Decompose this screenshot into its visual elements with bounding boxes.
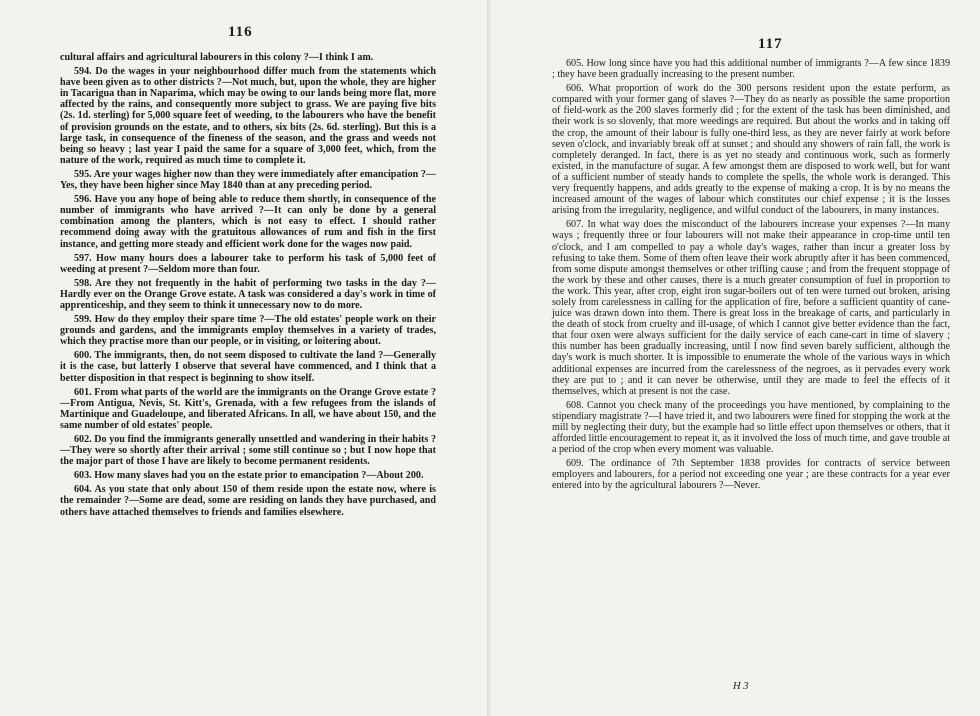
paragraph: 607. In what way does the misconduct of the labourers increase your expenses ?—In many ways ; frequently three or four labourers will not make their appearance in crop-time until ten o'clock, and I am compelled to pay a whole day's wages, rather than incur a greater loss by refusing to take them. Some of them often leave their work abruptly after it has been commenced, from some dispute amongst themselves or other trifling cause ; and from the frequent stoppage of the work by these and other causes, there is a much greater consumption of fuel in proportion to the work. This year, after crop, eight iron sugar-boilers out of ten were turned out broken, arising solely from carelessness in calling for the application of fire, before a sufficient quantity of cane-juice was drawn down into them. There is great loss in the breakage of carts, and particularly in the death of stock from cruelty and ill-usage, of which I cannot give better evidence than the fact, that four oxen were always sufficient for the daily service of each cane-cart in time of slavery ; this number has been gradually increasing, until I now find seven barely sufficient, although the day's work is much shorter. It is impossible to enumerate the whole of the various ways in which additional expenses are incurred from the carelessness of the negroes, as it pervades every work they are put to ; and it can never be otherwise, until they are made to feel the effects of it themselves, which at present is not the case. [552,219,950,397]
left-text-column [60,52,436,521]
page-number: 116 [228,24,253,40]
paragraph: 602. Do you find the immigrants generally unsettled and wandering in their habits ?—They were so shortly after their arrival ; some still continue so ; but I now hope that the major part of those I have are likely to become permanent residents. [60,434,436,468]
page-number: 117 [758,36,783,52]
paragraph: 601. From what parts of the world are the immigrants on the Orange Grove estate ?—From Antigua, Nevis, St. Kitt's, Grenada, with a few refugees from the islands of Martinique and Guadeloupe, and liberated Africans. In all, we have about 150, and the same number of old estates' people. [60,386,436,431]
paragraph: 606. What proportion of work do the 300 persons resident upon the estate perform, as compared with your former gang of slaves ?—They do as nearly as possible the same proportion of field-work as the 200 slaves formerly did ; for the extent of the task has been diminished, and their work is so slovenly, that more weedings are required. But about the works and in taking off the crop, the amount of their labour is fully one-third less, as they are never fairly at work before seven o'clock, and invariably break off at sunset ; and should any showers of rain fall, the work is completely deranged. In fact, there is as yet no steady and continuous work, such as formerly existed, in the manufacture of sugar. A few amongst them are disposed to work well, but for want of a sufficient number of steady hands to complete the spells, the whole work is deranged. This very frequently happens, and adds greatly to the expense of making a crop. It is by no means the increased amount of the wages of labour which constitutes our chief expense ; it is the losses arising from the irregularity, negligence, and wilful conduct of the labourers, in many instances. [552,83,950,217]
paragraph: 600. The immigrants, then, do not seem disposed to cultivate the land ?—Generally it is the case, but latterly I observe that several have commenced, and I think that a better disposition in that respect is beginning to show itself. [60,350,436,384]
paragraph: 599. How do they employ their spare time ?—The old estates' people work on their grounds and gardens, and the immigrants employ themselves in a variety of trades, which they practise more than our people, or in visiting, or loitering about. [60,314,436,348]
paragraph: 609. The ordinance of 7th September 1838 provides for contracts of service between employers and labourers, for a period not exceeding one year ; are these contracts for a year ever entered into by the agricultural labourers ?—Never. [552,458,950,492]
paragraph: cultural affairs and agricultural labourers in this colony ?—I think I am. [60,52,374,63]
paragraph: 603. How many slaves had you on the estate prior to emancipation ?—About 200. [74,470,424,482]
signature-mark: H 3 [733,681,749,692]
paragraph: 595. Are your wages higher now than they were immediately after emancipation ?—Yes, they have been higher since May 1840 than at any preceding period. [60,168,436,192]
paragraph: 604. As you state that only about 150 of them reside upon the estate now, where is the remainder ?—Some are dead, some are residing on lands they have purchased, and others have attached themselves to friends and families elsewhere. [60,484,436,518]
right-text-column [552,58,950,495]
paragraph: 605. How long since have you had this additional number of immigrants ?—A few since 1839 ; they have been gradually increasing to the present number. [552,58,950,81]
paragraph: 598. Are they not frequently in the habit of performing two tasks in the day ?—Hardly ever on the Orange Grove estate. A task was considered a day's work in time of apprenticeship, and they seem to think it unnecessary now to do more. [60,277,436,311]
paragraph: 594. Do the wages in your neighbourhood differ much from the statements which have been given as to other districts ?—Not much, but, upon the whole, they are higher in Tacarigua than in Naparima, which may be owing to our lands being more flat, more affected by the rains, and consequently more subject to grass. We are paying five bits (2s. 1d. sterling) for 5,000 square feet of weeding, to the labourers who have the benefit of provision grounds on the estate, and to others, six bits (2s. 6d. sterling). But this is a large task, in consequence of the fineness of the season, and the grass and weeds not being so heavy ; last year I paid the same for a square of 3,000 feet, which, from the nature of the work, required as much time to complete it. [60,66,436,166]
paragraph: 596. Have you any hope of being able to reduce them shortly, in consequence of the number of immigrants who have arrived ?—It can only be done by a general combination among the planters, which is not easy to effect. I should rather recommend doing away with the gratuitous allowances of rum and fish in the first instance, and getting more steady and efficient work done for the wages now paid. [60,194,436,250]
paragraph: 597. How many hours does a labourer take to perform his task of 5,000 feet of weeding at present ?—Seldom more than four. [60,252,436,275]
paragraph: 608. Cannot you check many of the proceedings you have mentioned, by complaining to the stipendiary magistrate ?—I have tried it, and two labourers were fined for stopping the work at the mill by neglecting their duty, but the example had so little effect upon themselves or others, that it afforded little encouragement to repeat it, as it involved the loss of much time, and gave trouble at a period of the crop when every moment was valuable. [552,399,950,456]
